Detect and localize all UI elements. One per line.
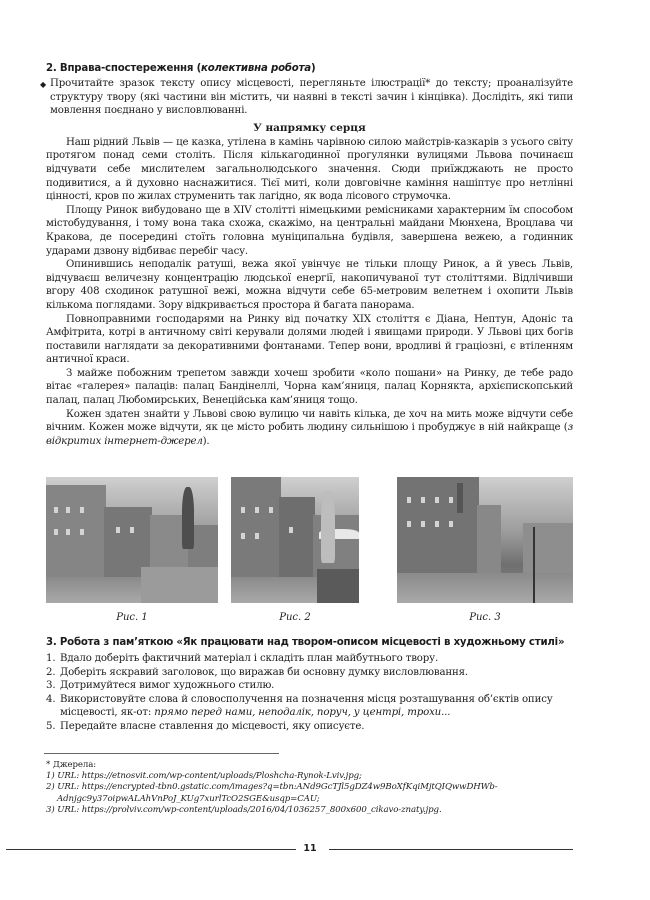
task-2-title-italic: колективна робота — [201, 63, 311, 74]
footer-rule-left — [6, 849, 296, 850]
figure-1 — [46, 477, 218, 623]
list-item — [46, 666, 573, 680]
list-item — [46, 679, 573, 693]
footnote-source-2-cont[interactable]: Adnjgc9y37oipwALAhVnPoJ_KUg7xurlTcO2SGE&usqp=CAU; — [57, 793, 320, 804]
footnotes — [46, 753, 573, 816]
diamond-bullet-icon: ◆ — [40, 80, 47, 89]
photo-square-fountain — [46, 477, 218, 603]
paragraph: Площу Ринок вибудовано ще в XIV столітті німецькими ремісниками характерним їм способом містобудування, і тому вона така схожа, скажімо, на центральні майдани Мюнхена, Вроцлава чи Кракова, де посередині стоїть головна муніципальна будівля, завершена вежею, а годинник ударами дзвону відбиває перебіг часу. — [46, 204, 573, 257]
task-3-title: 3. Робота з пам’яткою «Як працювати над твором-описом місцевості в художньому стилі» — [46, 637, 565, 648]
paragraph-last — [46, 408, 573, 449]
list-item — [46, 720, 573, 734]
footnote-heading: * Джерела: — [46, 760, 97, 770]
list-number: 1. — [46, 653, 56, 664]
task-2-title-suffix: ) — [310, 63, 316, 74]
paragraph: З майже побожним трепетом завжди хочеш зробити «коло пошани» на Ринку, де тебе радо вітає «галерея» палаців: палац Бандінеллі, Чорна кам’яниця, палац Корнякта, архієпископський палац, палац Любомирських, Венеційська кам’яниця тощо. — [46, 367, 573, 407]
paragraph: Опинившись неподалік ратуші, вежа якої увінчує не тільки площу Ринок, а й увесь Львів, відчуваєш величезну концентрацію людської енергії, накопичуваної тут століттями. Відлічивши вгору 408 сходинок ратушної вежі, можна відчути себе 65-метровим велетнем і охопити Львів кількома поглядами. Зору відкривається простора й багата панорама. — [46, 259, 573, 311]
page-content — [40, 62, 573, 448]
figure-caption: Рис. 1 — [116, 612, 148, 623]
list-number: 5. — [46, 720, 56, 732]
figure-caption: Рис. 2 — [279, 612, 311, 623]
list-text: Передайте власне ставлення до місцевості, яку описуєте. — [60, 720, 365, 732]
list-number: 3. — [46, 680, 56, 692]
task-2-title — [46, 62, 573, 76]
figure-caption: Рис. 3 — [469, 612, 501, 623]
text-title: У напрямку серця — [253, 121, 366, 134]
photo-neptune-fountain — [231, 477, 359, 603]
list-number: 2. — [46, 666, 56, 678]
figures-row — [46, 477, 573, 627]
figure-3 — [397, 477, 573, 623]
list-text-examples: прямо перед нами, неподалік, поруч, у центрі, трохи... — [154, 707, 451, 719]
list-text: Дотримуйтеся вимог художнього стилю. — [60, 680, 275, 692]
list-item — [46, 652, 573, 666]
task-2-title-text: 2. Вправа-спостереження ( — [46, 63, 202, 74]
figure-2 — [231, 477, 359, 623]
task-2-instruction-text: Прочитайте зразок тексту опису місцевості, перегляньте ілюстрації* до тексту; проаналізуйте структуру твору (які частини він містить, чи наявні в тексті зачин і кінцівка). Дослідіть, які типи мовлення поєднано у висловлюванні. — [50, 78, 573, 117]
paragraph-last-text: Кожен здатен знайти у Львові свою вулицю чи навіть кілька, де хоч на мить може відчути себе вічним. Кожен може відчути, як це місто робить людину сильнішою і пробуджує в ній найкраще ( — [46, 408, 573, 434]
task-2-instruction — [40, 77, 573, 118]
memo-list — [46, 652, 573, 734]
footnote-source-2[interactable]: 2) URL: https://encrypted-tbn0.gstatic.com/images?q=tbn:ANd9GcTJl5gDZ4w9BoXfKqiMjtQIQwwDHWb- — [46, 782, 498, 793]
footer-rule-right — [329, 849, 573, 850]
page-number: 11 — [303, 843, 317, 854]
paragraph: Наш рідний Львів — це казка, утілена в камінь чарівною силою майстрів-казкарів з усього світу протягом понад семи століть. Після кількагодинної прогулянки вулицями Львова починаєш відчувати себе мислителем загальнолюдського значення. Сюди приїжджають не просто подивитися, а й духовно наснажитися. Тієї миті, коли довговічне каміння нашіптує про нетлінні цінності, кров по жилах струменить так лагідно, як вода лісового струмочка. — [46, 136, 573, 203]
footnote-source-3[interactable]: 3) URL: https://prolviv.com/wp-content/uploads/2016/04/1036257_800x600_cikavo-znaty.jpg. — [46, 804, 442, 815]
photo-lviv-street — [397, 477, 573, 603]
list-text: Доберіть яскравий заголовок, що виражав би основну думку висловлювання. — [60, 666, 469, 678]
task-3 — [46, 636, 573, 734]
paragraph: Повноправними господарями на Ринку від початку XIX століття є Діана, Нептун, Адоніс та Амфітрита, котрі в античному світі керували долями людей і явищами природи. У Львові цих богів поставили наглядати за декоративними фонтанами. Тепер вони, вродливі й граціозні, є втіленням античної краси. — [46, 313, 573, 366]
list-text: Використовуйте слова й словосполучення на позначення місця розташування об’єктів опису місцевості, як-от: — [60, 693, 553, 719]
footnote-divider — [44, 753, 279, 754]
paragraph-last-end: ). — [202, 435, 210, 447]
list-number: 4. — [46, 693, 56, 705]
list-item — [46, 693, 573, 720]
page-footer — [46, 843, 573, 857]
list-text: Вдало доберіть фактичний матеріал і складіть план майбутнього твору. — [60, 653, 439, 664]
footnote-source-1[interactable]: 1) URL: https://etnosvit.com/wp-content/uploads/Ploshcha-Rynok-Lviv.jpg; — [46, 771, 362, 782]
source-note: з відкритих інтернет-джерел — [46, 422, 573, 447]
